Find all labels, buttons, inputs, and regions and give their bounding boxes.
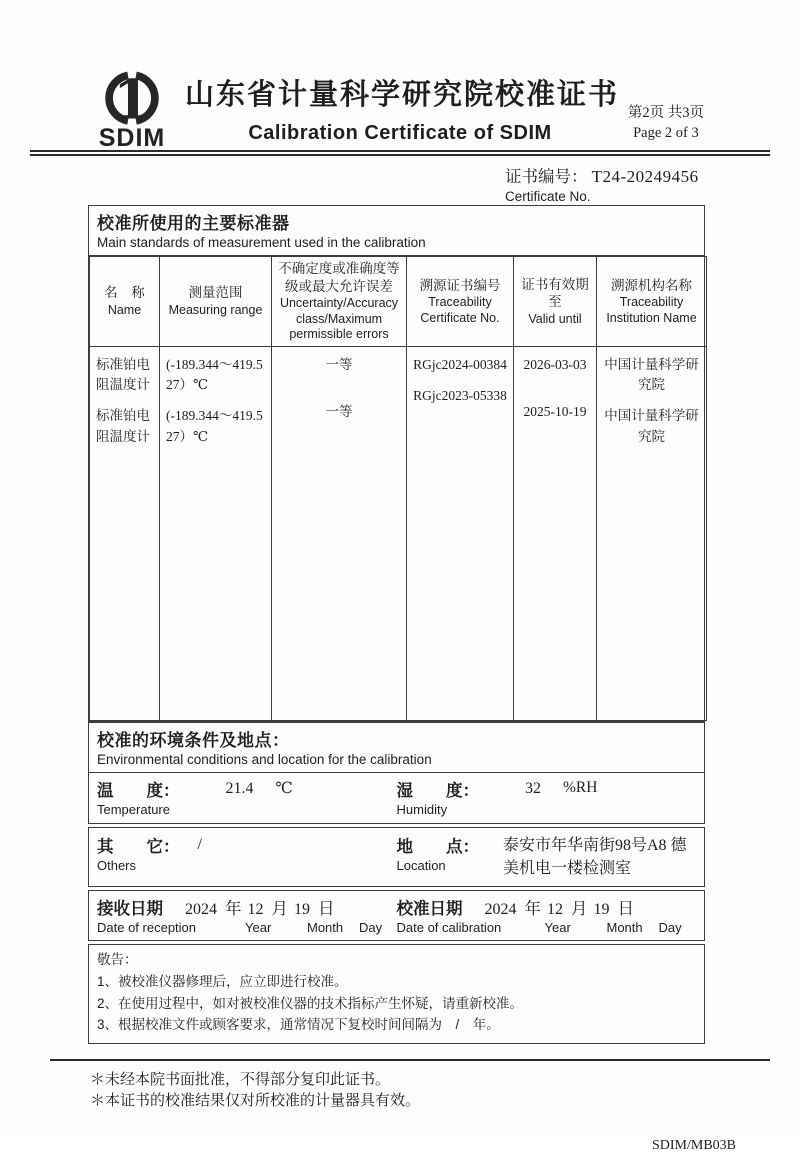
sdim-logo [76, 64, 188, 153]
standards-table-body [90, 346, 707, 720]
year-char: 年 [524, 900, 541, 919]
temperature-label-en: Temperature [97, 801, 170, 817]
reception-date-label-zh: 接收日期 [97, 900, 163, 919]
calibration-date-label-zh: 校准日期 [396, 900, 463, 919]
others-location-row [89, 828, 704, 886]
measuring-range: (-189.344～419.527）℃ [166, 356, 263, 393]
notice-item: 3、根据校准文件或顾客要求，通常情况下复校时间间隔为 / 年。 [97, 1017, 500, 1033]
standards-section-header [89, 206, 704, 256]
month-label-en: Month [307, 920, 344, 936]
logo-text: SDIM [98, 124, 166, 152]
temperature-value: 21.4 [225, 779, 254, 797]
temperature-field [97, 777, 397, 817]
footnote: ＊未经本院书面批准，不得部分复印此证书。 [90, 1071, 391, 1088]
reception-day: 19 [294, 901, 310, 919]
calibration-date-label-en: Date of calibration [396, 920, 502, 936]
location-value: 泰安市年华南街98号A8 德美机电一楼检测室 [503, 836, 687, 878]
dates-row [89, 891, 704, 940]
certificate-number-value: T24-20249456 [591, 167, 699, 186]
traceability-cert-no: RGjc2023-05338 [413, 388, 507, 404]
svg-text:1: 1 [113, 67, 151, 132]
title-block [185, 72, 620, 145]
notice-title: 敬告： [97, 952, 138, 968]
month-label-en: Month [606, 920, 643, 936]
location-field [397, 833, 697, 880]
environment-title-zh: 校准的环境条件及地点： [97, 730, 290, 750]
humidity-unit: %RH [563, 778, 598, 796]
reception-month: 12 [247, 901, 264, 919]
location-label-en: Location [396, 857, 446, 873]
accuracy-class: 一等 [325, 404, 353, 420]
others-location-section [88, 827, 705, 887]
calibration-month: 12 [547, 901, 563, 919]
others-value: / [197, 835, 202, 853]
day-label-en: Day [658, 920, 682, 936]
accuracy-class: 一等 [325, 356, 353, 372]
calibration-date-field [397, 895, 697, 935]
humidity-label-en: Humidity [396, 801, 448, 817]
year-label-en: Year [245, 920, 272, 936]
day-char: 日 [617, 900, 634, 919]
month-char: 月 [271, 900, 288, 919]
cell-col-range [160, 346, 272, 720]
day-char: 日 [318, 900, 335, 919]
notice-content [89, 945, 704, 1042]
certificate-number-label-en: Certificate No. [505, 189, 591, 204]
valid-until-date: 2025-10-19 [523, 404, 587, 420]
certificate-number-block [505, 163, 800, 205]
traceability-cert-no: RGjc2024-00384 [413, 356, 507, 372]
notice-item: 2、在使用过程中，如对被校准仪器的技术指标产生怀疑，请重新校准。 [97, 995, 524, 1011]
page-number-zh: 第2页 共3页 [627, 105, 704, 121]
environment-title-en: Environmental conditions and location for the calibration [97, 751, 432, 767]
valid-until-date: 2026-03-03 [523, 356, 587, 372]
footnote: ＊本证书的校准结果仅对所校准的计量器具有效。 [90, 1092, 421, 1109]
traceability-institution: 中国计量科学研究院 [604, 356, 699, 393]
traceability-institution: 中国计量科学研究院 [604, 408, 699, 444]
environment-section [88, 722, 705, 824]
calibration-year: 2024 [484, 901, 517, 919]
page-number-en: Page 2 of 3 [633, 125, 699, 142]
calibration-day: 19 [593, 901, 610, 919]
dates-section [88, 890, 705, 941]
standards-section [88, 205, 705, 722]
notice-section [88, 944, 705, 1043]
footnotes [90, 1070, 800, 1112]
reception-year: 2024 [185, 901, 217, 919]
day-label-en: Day [359, 920, 383, 936]
cell-col-valid-until [514, 346, 597, 720]
standards-title-zh: 校准所使用的主要标准器 [97, 214, 290, 233]
header [0, 0, 800, 150]
year-label-en: Year [544, 920, 571, 936]
environment-section-header [89, 723, 704, 773]
standards-title-en: Main standards of measurement used in the calibration [97, 235, 426, 250]
cell-col-uncertainty [272, 346, 407, 720]
location-label-zh: 地 点： [396, 837, 479, 856]
col-header-name: 名 称 Name [90, 257, 160, 347]
form-code: SDIM/MB03B [651, 1137, 736, 1153]
standard-name: 标准铂电阻温度计 [96, 356, 150, 393]
cell-col-name [90, 346, 160, 720]
notice-item: 1、被校准仪器修理后，应立即进行校准。 [97, 973, 348, 989]
reception-date-field [97, 895, 397, 935]
temperature-unit: ℃ [275, 779, 293, 797]
year-char: 年 [225, 900, 242, 919]
humidity-field [397, 777, 697, 817]
humidity-value: 32 [525, 779, 541, 797]
col-header-traceability-institution: 溯源机构名称 Traceability Institution Name [597, 257, 707, 347]
reception-date-label-en: Date of reception [97, 920, 197, 936]
col-header-valid-until: 证书有效期至 Valid until [514, 257, 597, 347]
cell-col-traceability-no [407, 346, 514, 720]
standards-table-header-row [90, 257, 707, 347]
environment-values-row [89, 773, 704, 823]
others-label-en: Others [97, 857, 137, 873]
col-header-uncertainty: 不确定度或准确度等级或最大允许误差 Uncertainty/Accuracy class/Maximum permissible errors [272, 257, 407, 347]
others-label-zh: 其 它： [97, 837, 180, 856]
certificate-title-zh: 山东省计量科学研究院校准证书 [185, 77, 620, 111]
col-header-measuring-range: 测量范围 Measuring range [160, 257, 272, 347]
certificate-number-label: 证书编号： [505, 167, 588, 186]
standard-name: 标准铂电阻温度计 [96, 408, 150, 444]
measuring-range: (-189.344～419.527）℃ [166, 408, 263, 444]
month-char: 月 [571, 900, 588, 919]
temperature-label-zh: 温 度： [97, 781, 180, 800]
humidity-label-zh: 湿 度： [396, 781, 479, 800]
cell-col-institution [597, 346, 707, 720]
others-field [97, 833, 397, 880]
footer-divider [50, 1059, 770, 1061]
certificate-title-en: Calibration Certificate of SDIM [248, 122, 552, 144]
standards-table [89, 256, 707, 721]
page-number [628, 103, 704, 144]
col-header-traceability-cert-no: 溯源证书编号 Traceability Certificate No. [407, 257, 514, 347]
